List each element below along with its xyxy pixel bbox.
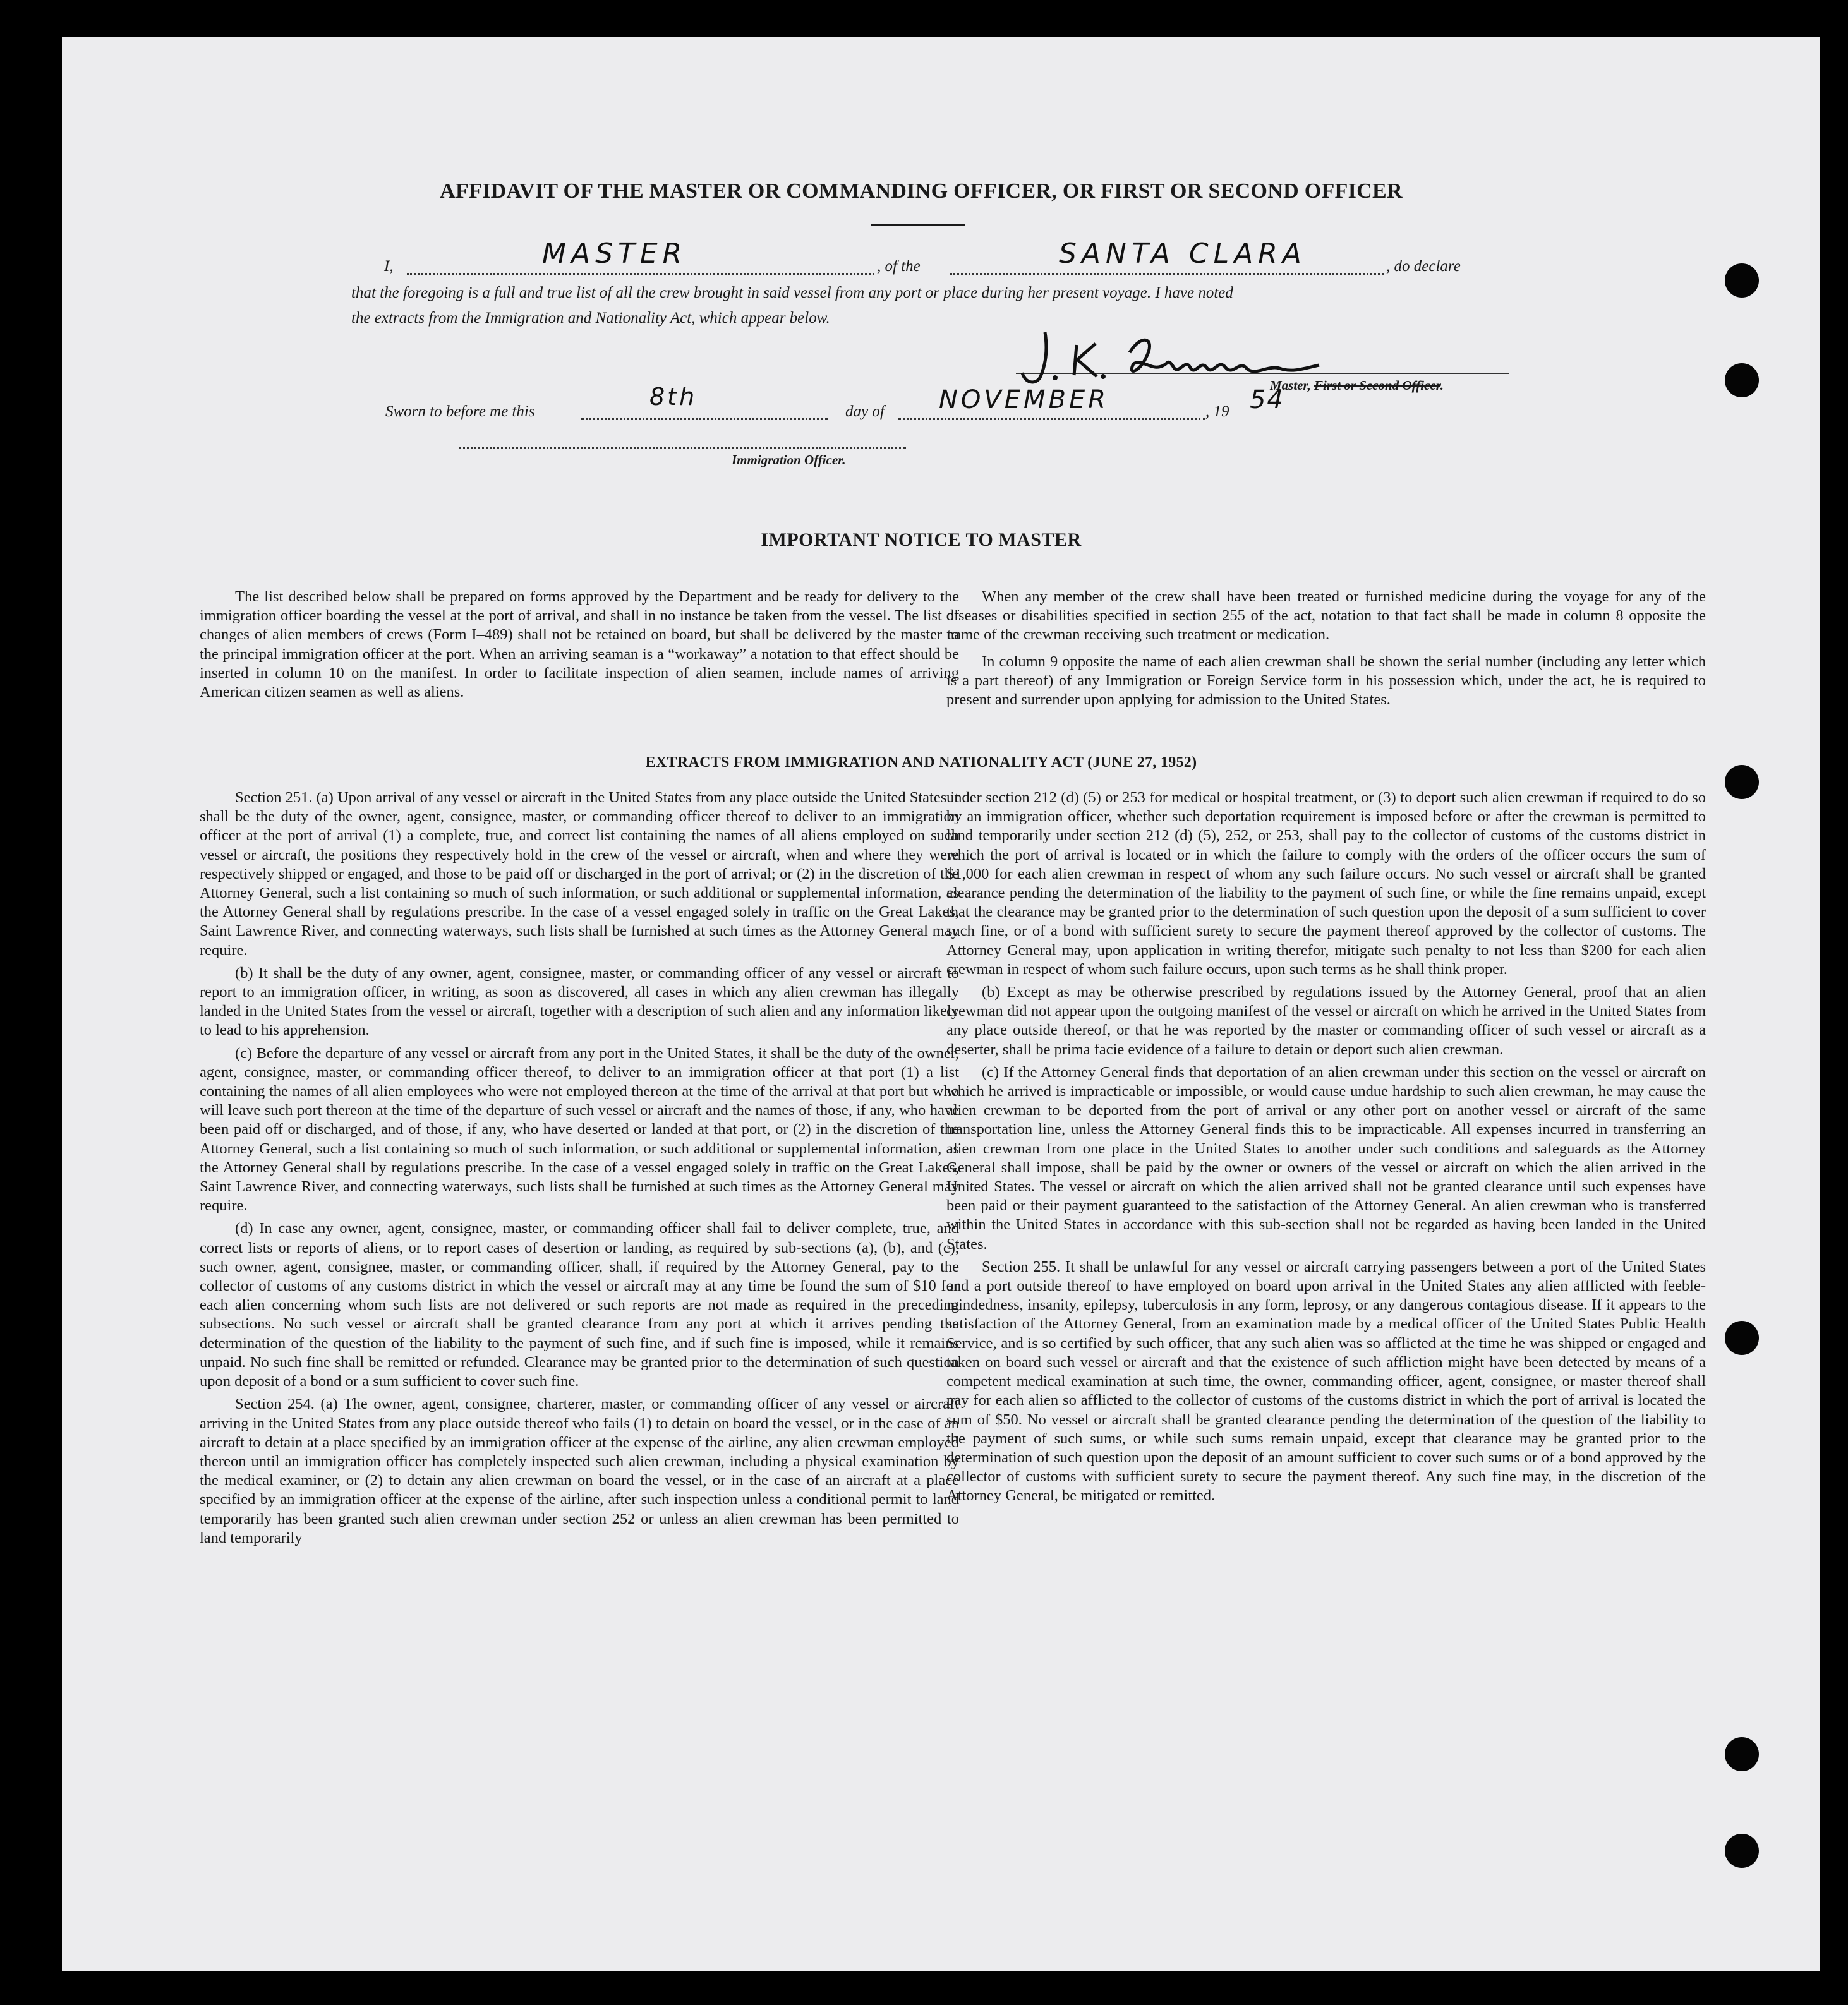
document-page — [62, 37, 1820, 1971]
section-251d: (d) In case any owner, agent, consignee, master, or commanding officer shall fail to deliver complete, true, and correct lists or reports of aliens, or to report cases of desertion or landing, as required by sub-sections (a), (b), and (c), such owner, agent, consignee, master, or commanding officer, shall, if required by the Attorney General, pay to the collector of customs of any customs district in which the vessel or aircraft may at any time be found the sum of $10 for each alien concerning whom such lists are not delivered or such reports are not made as required in the preceding subsections. No such vessel or aircraft shall be granted clearance from any port at which it arrives pending the determination of the question of the liability to the payment of such fine, and if such fine is imposed, while it remains unpaid. No such fine shall be remitted or refunded. Clearance may be granted prior to the determination of such question upon deposit of a bond or a sum sufficient to cover such fine. — [200, 1220, 959, 1390]
section-251a: Section 251. (a) Upon arrival of any vessel or aircraft in the United States from any place outside the United States it shall be the duty of the owner, agent, consignee, master, or commanding officer thereof to deliver to an immigration officer at the port of arrival (1) a complete, true, and correct list containing the names of all aliens employed on such vessel or aircraft, the positions they respectively hold in the crew of the vessel or aircraft, when and where they were respectively shipped or engaged, and those to be paid off or discharged in the port of arrival; or (2) in the discretion of the Attorney General, such a list containing so much of such information, or such additional or supplemental information, as the Attorney General shall by regulations prescribe. In the case of a vessel engaged solely in traffic on the Great Lakes, Saint Lawrence River, and connecting waterways, such lists shall be furnished at such times as the Attorney General may require. — [200, 789, 959, 959]
struck-officer-label: First or Second Officer — [1314, 378, 1440, 393]
master-label-prefix: Master, — [1270, 378, 1315, 393]
extracts-title: EXTRACTS FROM IMMIGRATION AND NATIONALITY ACT (JUNE 27, 1952) — [645, 754, 1197, 771]
binder-hole — [1725, 1737, 1759, 1771]
extracts-right-column — [946, 788, 1706, 1510]
immigration-officer-line — [459, 447, 906, 449]
title-underline — [871, 224, 965, 226]
year-handwritten: 54 — [1250, 385, 1284, 414]
month-field — [898, 418, 1205, 420]
extracts-left-column — [200, 788, 959, 1551]
section-254a: Section 254. (a) The owner, agent, consignee, charterer, master, or commanding officer of any vessel or aircraft arriving in the United States from any place outside thereof who fails (1) to detain on board the vessel, or in the case of an aircraft to detain at a place specified by an immigration officer at the expense of the airline, any alien crewman employed thereon until an immigration officer has completely inspected such alien crewman, including a physical examination by the medical examiner, or (2) to detain any alien crewman on board the vessel, or in the case of an aircraft at a place specified by an immigration officer at the expense of the airline, after such inspection unless a conditional permit to land temporarily has been granted such alien crewman under section 252 or unless an alien crewman has been permitted to land temporarily — [200, 1395, 959, 1546]
notice-right-paragraph-1: When any member of the crew shall have been treated or furnished medicine during the voyage for any of the diseases or disabilities specified in section 255 of the act, notation to that fact shall be made in column 8 opposite the name of the crewman receiving such treatment or medication. — [946, 588, 1706, 644]
i-label: I, — [384, 258, 394, 275]
of-the-label: , of the — [877, 258, 921, 275]
day-of-label: day of — [845, 403, 885, 420]
section-255: Section 255. It shall be unlawful for any vessel or aircraft carrying passengers between a port of the United States and a port outside thereof to have employed on board upon arrival in the United States any alien afflicted with feeble-mindedness, insanity, epilepsy, tuberculosis in any form, leprosy, or any dangerous contagious disease. If it appears to the satisfaction of the Attorney General, from an examination made by a medical officer of the United States Public Health Service, and is so certified by such officer, that any such alien was so afflicted at the time he was shipped or engaged and taken on board such vessel or aircraft and that the existence of such affliction might have been detected by means of a competent medical examination at such time, the owner, commanding officer, agent, consignee, or master thereof shall pay for each alien so afflicted to the collector of customs of the customs district in which the port of arrival is located the sum of $50. No vessel or aircraft shall be granted clearance pending the determination of the question of the liability to the payment of such sums, or while such sums remain unpaid, except that clearance may be granted prior to the determination of such question upon the deposit of an amount sufficient to cover such sums or of a bond approved by the collector of customs with sufficient surety to secure the payment thereof. Any such fine may, in the discretion of the Attorney General, be mitigated or remitted. — [946, 1258, 1706, 1505]
notice-title: IMPORTANT NOTICE TO MASTER — [761, 529, 1082, 550]
section-254c: (c) If the Attorney General finds that deportation of an alien crewman under this section on the vessel or aircraft on which he arrived is impracticable or impossible, or would cause undue hardship to such alien crewman, he may cause the alien crewman to be deported from the port of arrival or any other port on another vessel or aircraft of the same transportation line, unless the Attorney General finds this to be impracticable. All expenses incurred in transferring an alien crewman from one place in the United States to another under such conditions and safeguards as the Attorney General shall impose, shall be paid by the owner or owners of the vessel or aircraft on which the alien arrived in the United States. The vessel or aircraft on which the alien arrived shall not be granted clearance until such expenses have been paid or their payment guaranteed to the satisfaction of the Attorney General. An alien crewman who is transferred within the United States in accordance with this sub-section shall not be regarded as having been landed in the United States. — [946, 1063, 1706, 1253]
master-title-label — [1270, 378, 1444, 394]
notice-left-column — [200, 587, 959, 706]
binder-hole — [1725, 1321, 1759, 1355]
section-254a-continued: under section 212 (d) (5) or 253 for medical or hospital treatment, or (3) to deport such alien crewman if required to do so by an immigration officer, whether such deportation requirement is imposed before or after the crewman is permitted to land temporarily under section 212 (d) (5), 252, or 253, shall pay to the collector of customs of the customs district in which the port of arrival is located or in which the failure to comply with the orders of the officer occurs the sum of $1,000 for each alien crewman in respect of whom any such failure occurs. No such vessel or aircraft shall be granted clearance pending the determination of the liability to the payment of such fine, or while the fine remains unpaid, except that the clearance may be granted prior to the determination of such question upon the deposit of a sum sufficient to cover such fine, or of a bond with sufficient surety to secure the payment thereof approved by the collector of customs. The Attorney General may, upon application in writing therefor, mitigate such penalty to not less than $200 for each alien crewman in respect of whom such failure occurs, upon such terms as he shall think proper. — [946, 789, 1706, 978]
affidavit-title: AFFIDAVIT OF THE MASTER OR COMMANDING OFFICER, OR FIRST OR SECOND OFFICER — [440, 179, 1403, 203]
officer-rank-field — [407, 273, 874, 275]
section-254b: (b) Except as may be otherwise prescribed by regulations issued by the Attorney General, proof that an alien crewman did not appear upon the outgoing manifest of the vessel or aircraft on which he arrived in the United States from any place outside thereof, or that he was reported by the master or commanding officer of such vessel or aircraft as a deserter, shall be prima facie evidence of a failure to detain or deport such alien crewman. — [946, 984, 1706, 1058]
binder-hole — [1725, 263, 1759, 298]
day-handwritten: 8th — [649, 383, 698, 411]
notice-right-paragraph-2: In column 9 opposite the name of each alien crewman shall be shown the serial number (including any letter which is a part thereof) of any Immigration or Foreign Service form in his possession which, under the act, he is required to present and surrender upon applying for admission to the United States. — [946, 653, 1706, 709]
sworn-label: Sworn to before me this — [385, 403, 535, 420]
section-251c: (c) Before the departure of any vessel or aircraft from any port in the United States, it shall be the duty of the owner, agent, consignee, master, or commanding officer thereof, to deliver to an immigration officer at that port (1) a list containing the names of all alien employees who were not employed thereon at the time of the arrival at that port but who will leave such port thereon at the time of the departure of such vessel or aircraft and the names of those, if any, who have been paid off or discharged, and of those, if any, who have deserted or landed at that port, or (2) in the discretion of the Attorney General, such a list containing so much of such information, or such additional or supplemental information, as the Attorney General shall by regulations prescribe. In the case of a vessel engaged solely in traffic on the Great Lakes, Saint Lawrence River, and connecting waterways, such lists shall be furnished at such times as the Attorney General may require. — [200, 1044, 959, 1215]
officer-rank-handwritten: MASTER — [542, 238, 687, 270]
day-field — [581, 418, 828, 420]
vessel-name-field — [950, 273, 1384, 275]
affidavit-statement-line2: the extracts from the Immigration and Nationality Act, which appear below. — [351, 310, 830, 327]
notice-left-paragraph: The list described below shall be prepared on forms approved by the Department and be ready for delivery to the immigration officer boarding the vessel at the port of arrival, and shall in no instance be taken from the vessel. The list of changes of alien members of crews (Form I–489) shall not be retained on board, but shall be delivered by the master to the principal immigration officer at the port. When an arriving seaman is a “workaway” a notation to that effect should be inserted in column 10 on the manifest. In order to facilitate inspection of alien seamen, include names of arriving American citizen seamen as well as aliens. — [200, 588, 959, 701]
vessel-name-handwritten: SANTA CLARA — [1059, 238, 1307, 270]
binder-hole — [1725, 1834, 1759, 1868]
section-251b: (b) It shall be the duty of any owner, agent, consignee, master, or commanding officer of any vessel or aircraft to report to an immigration officer, in writing, as soon as discovered, all cases in which any alien crewman has illegally landed in the United States from the vessel or aircraft, together with a description of such alien and any information likely to lead to his apprehension. — [200, 964, 959, 1039]
binder-hole — [1725, 363, 1759, 397]
year-prefix-label: , 19 — [1205, 403, 1229, 420]
month-handwritten: NOVEMBER — [939, 385, 1109, 414]
immigration-officer-label: Immigration Officer. — [732, 452, 846, 467]
affidavit-statement-line1: that the foregoing is a full and true list of all the crew brought in said vessel from any port or place during her present voyage. I have noted — [351, 284, 1233, 301]
do-declare-label: , do declare — [1386, 258, 1461, 275]
notice-right-column — [946, 587, 1706, 713]
master-label-suffix: . — [1440, 378, 1444, 393]
